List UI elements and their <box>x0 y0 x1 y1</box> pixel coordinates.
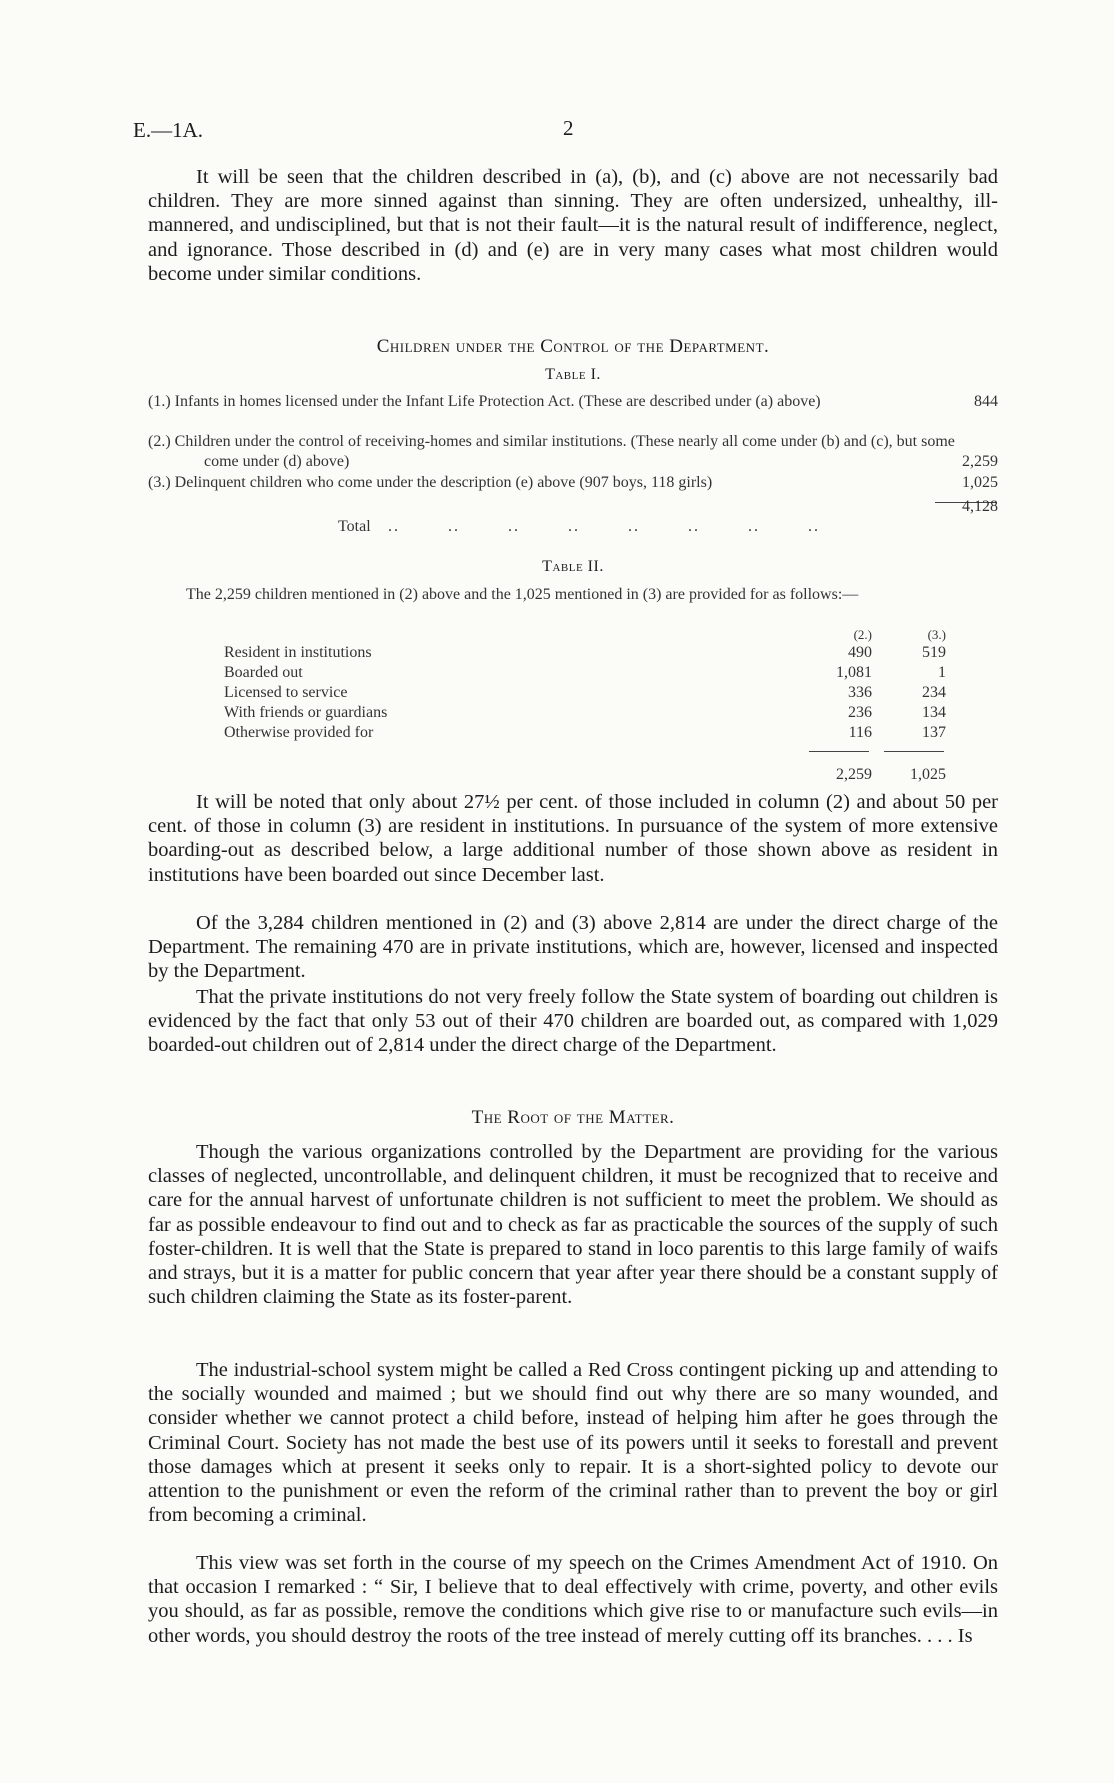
table2-row-label: Resident in institutions <box>224 644 372 661</box>
table2-row-label: With friends or guardians <box>224 704 388 721</box>
body-paragraph: That the private institutions do not very freely follow the State system of boarding out children is evidenced by the fact that only 53 out of their 470 children are boarded out, as compared with 1,029 boarded-out children out of 2,814 under the direct charge of the Department. <box>148 986 998 1057</box>
table1-row-value: 1,025 <box>962 474 998 491</box>
table2-cell: 490 <box>848 644 872 661</box>
page-number: 2 <box>563 116 574 140</box>
table1-row <box>148 473 998 493</box>
table2-cell: 137 <box>922 724 946 741</box>
table-caption: Table II. <box>542 558 604 575</box>
table1-row-label: (3.) Delinquent children who come under the description (e) above (907 boys, 118 girls) <box>148 474 713 491</box>
table2-row <box>224 723 984 743</box>
table2-total: 2,259 <box>836 766 872 783</box>
table2-row <box>224 643 984 663</box>
body-paragraph: Though the various organizations controlled by the Department are providing for the various classes of neglected, uncontrollable, and delinquent children, it must be recognized that to receive and care for the annual harvest of unfortunate children is not sufficient to meet the problem. We should as far as possible endeavour to find out and to check as far as practicable the sources of the supply of such foster-children. It is well that the State is prepared to stand in loco parentis to this large family of waifs and strays, but it is a matter for public concern that year after year there should be a constant supply of such children claiming the State as its foster-parent. <box>148 1141 998 1309</box>
table2-row-label: Licensed to service <box>224 684 348 701</box>
table1-total-value: 4,128 <box>962 498 998 515</box>
table2-cell: 519 <box>922 644 946 661</box>
table2-row <box>224 703 984 723</box>
table2-intro: The 2,259 children mentioned in (2) above and the 1,025 mentioned in (3) are provided for as follows:— <box>186 586 859 603</box>
table2 <box>224 625 984 795</box>
table2-cell: 1,081 <box>836 664 872 681</box>
table2-row-label: Otherwise provided for <box>224 724 374 741</box>
table1-row <box>148 432 998 472</box>
document-reference: E.—1A. <box>133 118 203 142</box>
table2-cell: 234 <box>922 684 946 701</box>
table1-row <box>148 392 998 412</box>
body-paragraph: The industrial-school system might be called a Red Cross contingent picking up and attending to the socially wounded and maimed ; but we should find out why there are so many wounded, and consider whether we cannot protect a child before, instead of helping him after he goes through the Criminal Court. Society has not made the best use of its powers until it seeks to forestall and prevent those damages which at present it seeks only to repair. It is a short-sighted policy to devote our attention to the punishment or even the reform of the criminal rather than to prevent the boy or girl from becoming a criminal. <box>148 1359 998 1527</box>
table2-row <box>224 663 984 683</box>
table2-total-rule <box>884 751 944 752</box>
table2-col-header: (3.) <box>927 627 946 642</box>
table2-total-rule <box>809 751 869 752</box>
table2-row-label: Boarded out <box>224 664 303 681</box>
section-title: The Root of the Matter. <box>471 1107 675 1128</box>
table2-cell: 134 <box>922 704 946 721</box>
table2-cell: 116 <box>848 724 872 741</box>
table1-total-label: Total <box>338 518 371 535</box>
table2-total: 1,025 <box>910 766 946 783</box>
body-paragraph: This view was set forth in the course of my speech on the Crimes Amendment Act of 1910. On that occasion I remarked : “ Sir, I believe that to deal effectively with crime, poverty, and other evils you should, as far as possible, remove the conditions which give rise to or manufacture such evils—in other words, you should destroy the roots of the tree instead of merely cutting off its branches. . . . Is <box>148 1552 998 1647</box>
table1-row-label: (1.) Infants in homes licensed under the Infant Life Protection Act. (These are described under (a) above) <box>148 393 821 410</box>
table2-row <box>224 683 984 703</box>
table1-row-label: (2.) Children under the control of receiving-homes and similar institutions. (These nearly all come under (b) and (c), but some come under (d) above) <box>148 433 955 470</box>
table2-col-header: (2.) <box>853 627 872 642</box>
table-caption: Table I. <box>545 366 601 383</box>
body-paragraph: Of the 3,284 children mentioned in (2) and (3) above 2,814 are under the direct charge of the Department. The remaining 470 are in private institutions, which are, however, licensed and inspected by the Department. <box>148 912 998 983</box>
table2-cell: 236 <box>848 704 872 721</box>
intro-paragraph: It will be seen that the children described in (a), (b), and (c) above are not necessarily bad children. They are more sinned against than sinning. They are often undersized, unhealthy, ill-mannered, and undisciplined, but that is not their fault—it is the natural result of indifference, neglect, and ignorance. Those described in (d) and (e) are in very many cases what most children would become under similar conditions. <box>148 166 998 285</box>
table1-row-value: 844 <box>974 393 998 410</box>
table1-row-value: 2,259 <box>962 453 998 470</box>
body-paragraph: It will be noted that only about 27½ per cent. of those included in column (2) and about 50 per cent. of those in column (3) are resident in institutions. In pursuance of the system of more extensive boarding-out as described below, a large additional number of those shown above as resident in institutions have been boarded out since December last. <box>148 791 998 886</box>
table1-leader-dots: .. .. .. .. .. .. .. .. <box>388 518 820 535</box>
table2-cell: 1 <box>938 664 946 681</box>
section-title: Children under the Control of the Department. <box>376 336 770 357</box>
table2-cell: 336 <box>848 684 872 701</box>
